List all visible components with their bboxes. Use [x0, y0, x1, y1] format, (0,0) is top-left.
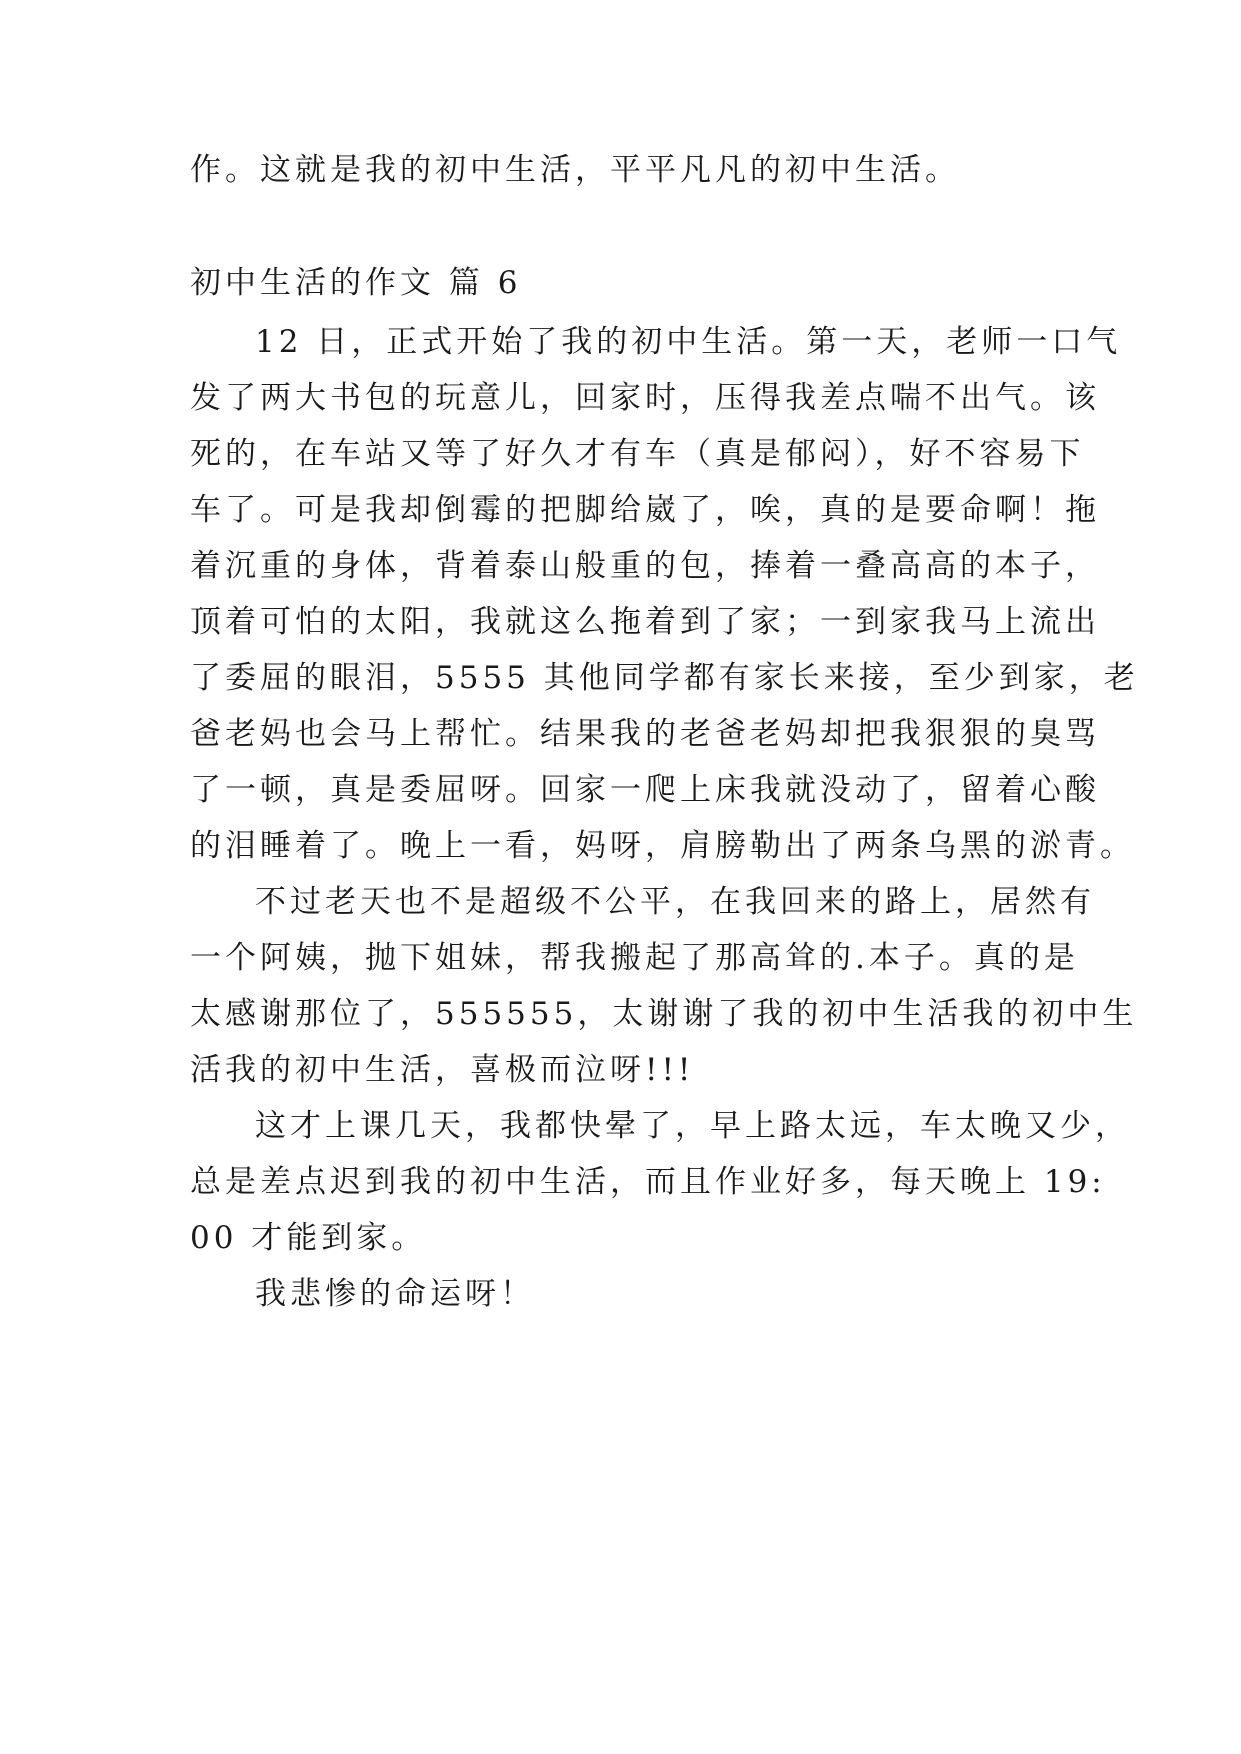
- paragraph-line: 总是差点迟到我的初中生活，而且作业好多，每天晚上 19:: [190, 1164, 1106, 1200]
- section-title: 初中生活的作文 篇 6: [190, 265, 522, 301]
- paragraph-line: 这才上课几天，我都快晕了，早上路太远，车太晚又少，: [255, 1108, 1130, 1144]
- paragraph-line: 的泪睡着了。晚上一看，妈呀，肩膀勒出了两条乌黑的淤青。: [190, 828, 1135, 864]
- paragraph-line: 活我的初中生活，喜极而泣呀!!!: [190, 1052, 695, 1088]
- paragraph-line: 了委屈的眼泪，5555 其他同学都有家长来接，至少到家，老: [190, 660, 1139, 696]
- paragraph-line: 了一顿，真是委屈呀。回家一爬上床我就没动了，留着心酸: [190, 772, 1100, 808]
- paragraph-line: 顶着可怕的太阳，我就这么拖着到了家；一到家我马上流出: [190, 604, 1100, 640]
- paragraph-line: 死的，在车站又等了好久才有车（真是郁闷），好不容易下: [190, 436, 1085, 472]
- paragraph-line: 00 才能到家。: [190, 1220, 427, 1256]
- paragraph-line: 爸老妈也会马上帮忙。结果我的老爸老妈却把我狠狠的臭骂: [190, 716, 1100, 752]
- paragraph-line: 着沉重的身体，背着泰山般重的包，捧着一叠高高的本子，: [190, 548, 1100, 584]
- previous-section-ending: 作。这就是我的初中生活，平平凡凡的初中生活。: [190, 152, 960, 188]
- paragraph-line: 不过老天也不是超级不公平，在我回来的路上，居然有: [255, 884, 1095, 920]
- paragraph-line: 我悲惨的命运呀！: [255, 1276, 535, 1312]
- paragraph-line: 12 日，正式开始了我的初中生活。第一天，老师一口气: [255, 324, 1122, 360]
- paragraph-line: 太感谢那位了，555555，太谢谢了我的初中生活我的初中生: [190, 996, 1138, 1032]
- paragraph-line: 发了两大书包的玩意儿，回家时，压得我差点喘不出气。该: [190, 380, 1100, 416]
- paragraph-line: 一个阿姨，抛下姐妹，帮我搬起了那高耸的.本子。真的是: [190, 940, 1079, 976]
- paragraph-line: 车了。可是我却倒霉的把脚给崴了，唉，真的是要命啊！拖: [190, 492, 1100, 528]
